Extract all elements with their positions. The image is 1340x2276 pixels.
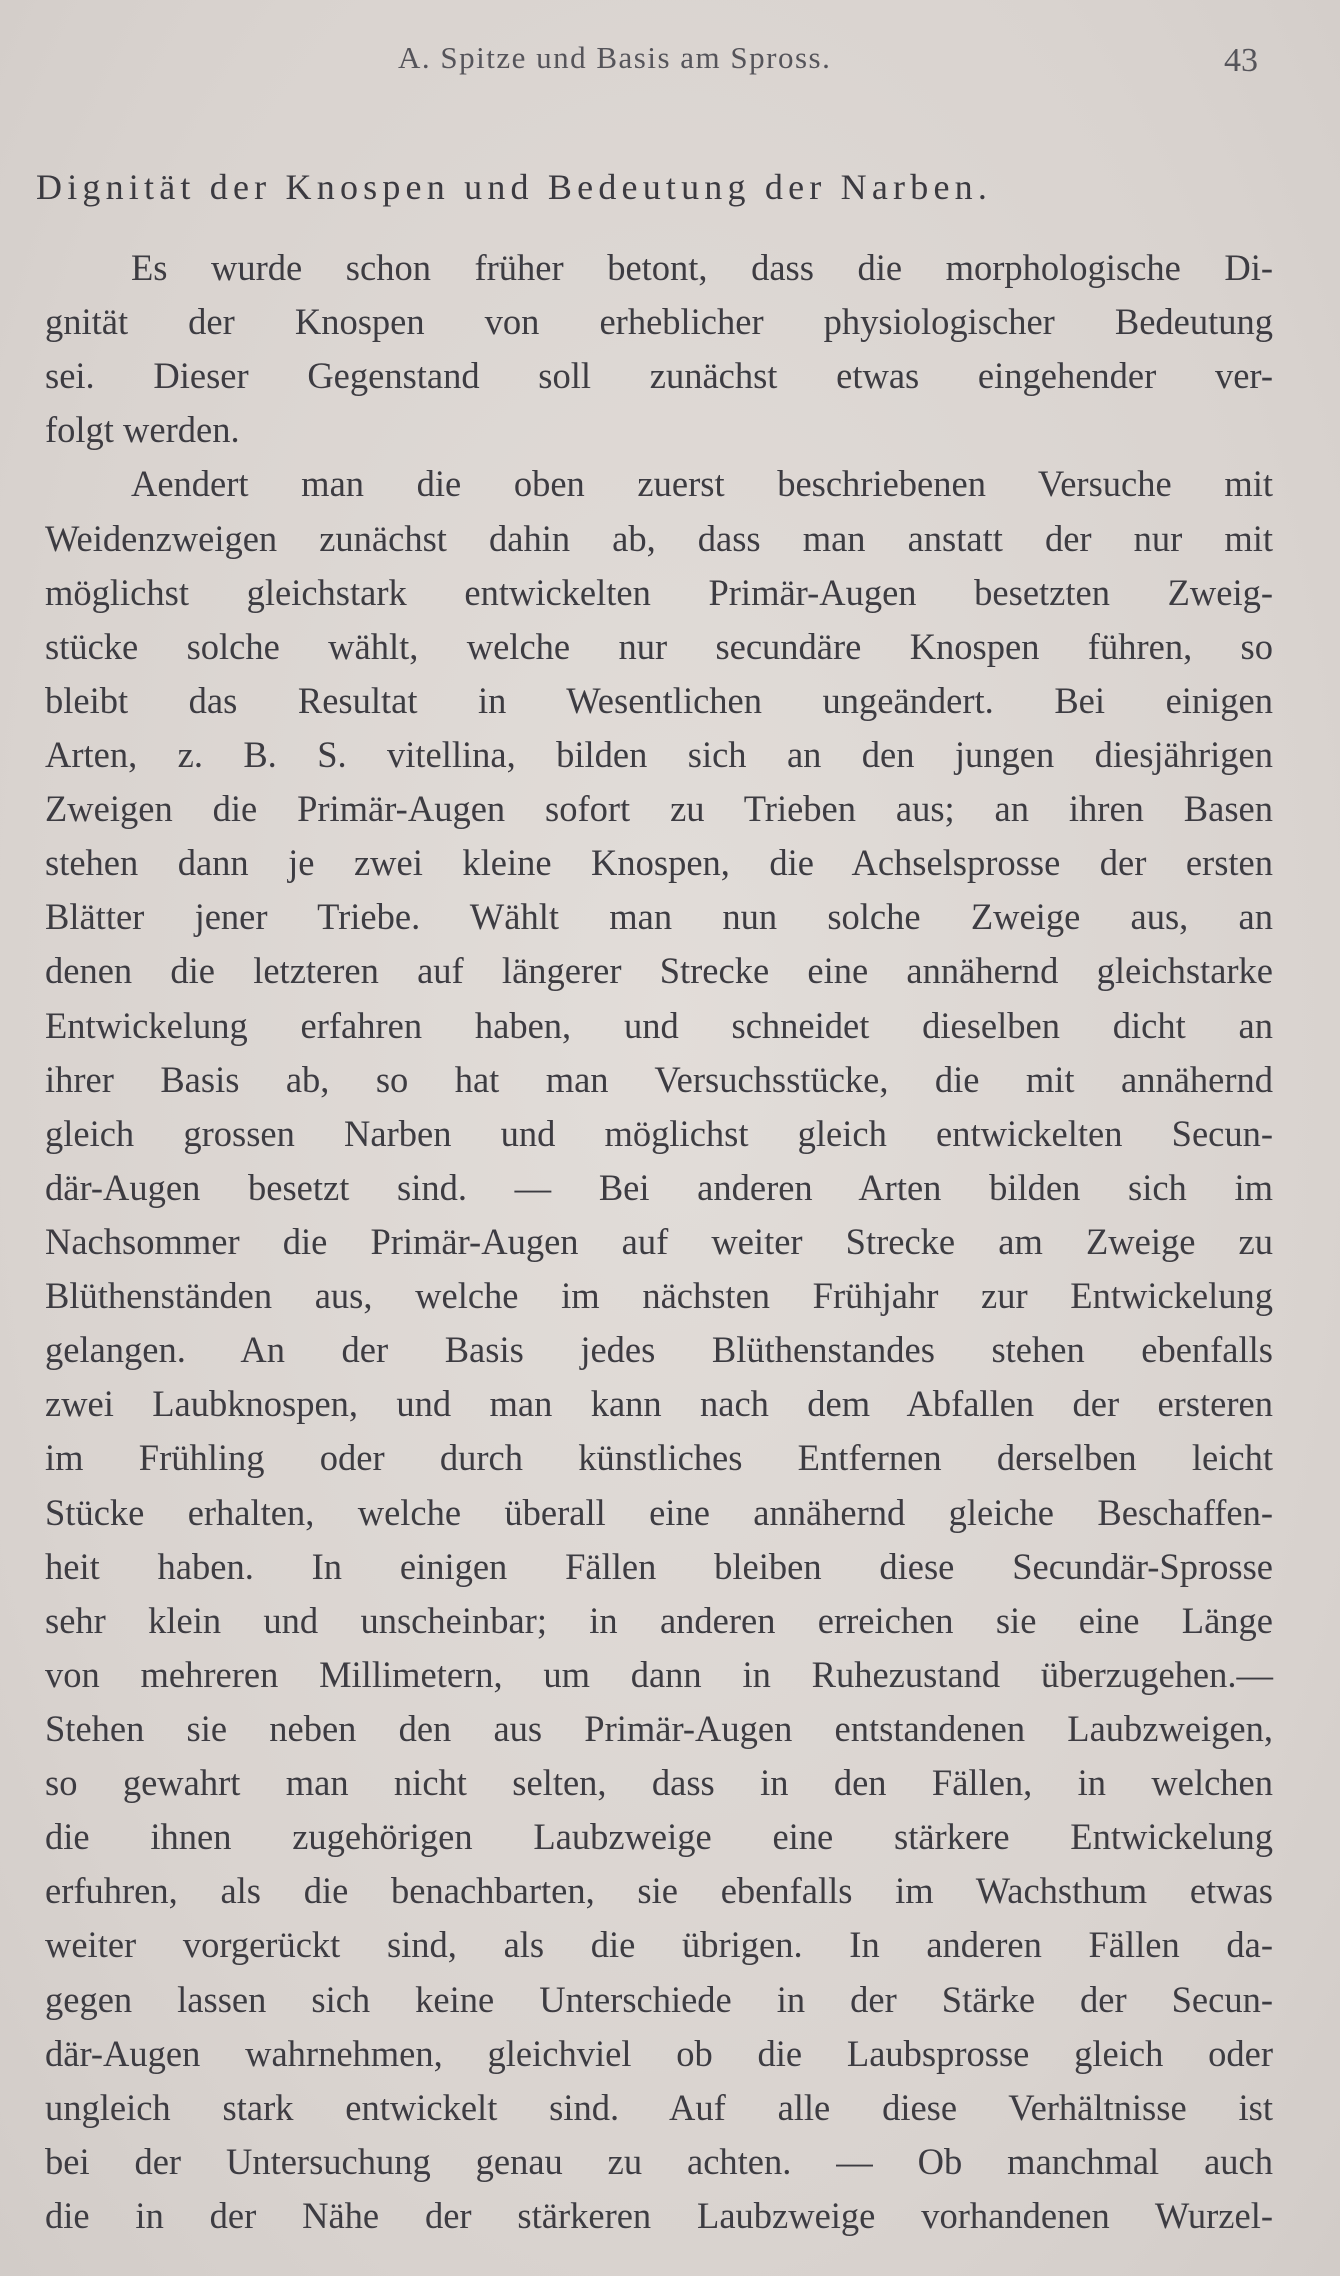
text-line: där-Augen wahrnehmen, gleichviel ob die Laubsprosse gleich oder xyxy=(45,2032,1273,2074)
text-line: Blätter jener Triebe. Wählt man nun solche Zweige aus, an xyxy=(45,896,1273,938)
running-header xyxy=(0,40,1340,90)
running-title: A. Spitze und Basis am Spross. xyxy=(398,40,832,75)
text-line: sei. Dieser Gegenstand soll zunächst etwas eingehender ver- xyxy=(45,355,1273,397)
text-line: im Frühling oder durch künstliches Entfernen derselben leicht xyxy=(45,1437,1273,1479)
text-line: Arten, z. B. S. vitellina, bilden sich an den jungen diesjährigen xyxy=(45,733,1273,775)
text-line: gegen lassen sich keine Unterschiede in der Stärke der Secun- xyxy=(45,1978,1273,2020)
text-line: Es wurde schon früher betont, dass die morphologische Di- xyxy=(131,247,1273,288)
text-line: Stücke erhalten, welche überall eine annähernd gleiche Beschaffen- xyxy=(45,1491,1273,1533)
text-line: Stehen sie neben den aus Primär-Augen entstandenen Laubzweigen, xyxy=(45,1707,1273,1749)
text-line: gleich grossen Narben und möglichst gleich entwickelten Secun- xyxy=(45,1112,1273,1154)
text-line: bei der Untersuchung genau zu achten. — Ob manchmal auch xyxy=(45,2140,1273,2182)
text-line: Aendert man die oben zuerst beschriebenen Versuche mit xyxy=(131,463,1273,505)
text-line: Zweigen die Primär-Augen sofort zu Trieben aus; an ihren Basen xyxy=(45,788,1273,830)
section-heading: Dignität der Knospen und Bedeutung der Narben. xyxy=(36,167,993,207)
text-line: die in der Nähe der stärkeren Laubzweige vorhandenen Wurzel- xyxy=(45,2194,1273,2236)
text-line: zwei Laubknospen, und man kann nach dem Abfallen der ersteren xyxy=(45,1383,1273,1425)
text-line: där-Augen besetzt sind. — Bei anderen Arten bilden sich im xyxy=(45,1166,1273,1208)
text-line: bleibt das Resultat in Wesentlichen ungeändert. Bei einigen xyxy=(45,679,1273,721)
text-line: heit haben. In einigen Fällen bleiben diese Secundär-Sprosse xyxy=(45,1545,1273,1587)
text-line: folgt werden. xyxy=(45,409,240,451)
text-line: gnität der Knospen von erheblicher physiologischer Bedeutung xyxy=(45,301,1273,343)
text-line: denen die letzteren auf längerer Strecke eine annähernd gleichstarke xyxy=(45,950,1273,992)
text-line: möglichst gleichstark entwickelten Primär-Augen besetzten Zweig- xyxy=(45,571,1273,613)
text-line: so gewahrt man nicht selten, dass in den Fällen, in welchen xyxy=(45,1762,1273,1804)
text-line: gelangen. An der Basis jedes Blüthenstandes stehen ebenfalls xyxy=(45,1329,1273,1371)
text-line: ihrer Basis ab, so hat man Versuchsstücke, die mit annähernd xyxy=(45,1058,1273,1100)
text-line: von mehreren Millimetern, um dann in Ruhezustand überzugehen.— xyxy=(45,1653,1273,1695)
text-line: die ihnen zugehörigen Laubzweige eine stärkere Entwickelung xyxy=(45,1816,1273,1858)
text-line: sehr klein und unscheinbar; in anderen erreichen sie eine Länge xyxy=(45,1599,1273,1641)
text-line: erfuhren, als die benachbarten, sie ebenfalls im Wachsthum etwas xyxy=(45,1870,1273,1912)
text-line: Entwickelung erfahren haben, und schneidet dieselben dicht an xyxy=(45,1004,1273,1046)
text-line: ungleich stark entwickelt sind. Auf alle diese Verhältnisse ist xyxy=(45,2086,1273,2128)
body-text xyxy=(45,241,1273,2243)
text-line: stehen dann je zwei kleine Knospen, die Achselsprosse der ersten xyxy=(45,842,1273,884)
text-line: Weidenzweigen zunächst dahin ab, dass man anstatt der nur mit xyxy=(45,517,1273,559)
page-number: 43 xyxy=(1224,42,1258,79)
text-line: stücke solche wählt, welche nur secundäre Knospen führen, so xyxy=(45,625,1273,667)
text-line: Nachsommer die Primär-Augen auf weiter Strecke am Zweige zu xyxy=(45,1220,1273,1262)
text-line: weiter vorgerückt sind, als die übrigen. In anderen Fällen da- xyxy=(45,1924,1273,1966)
text-line: Blüthenständen aus, welche im nächsten Frühjahr zur Entwickelung xyxy=(45,1275,1273,1317)
